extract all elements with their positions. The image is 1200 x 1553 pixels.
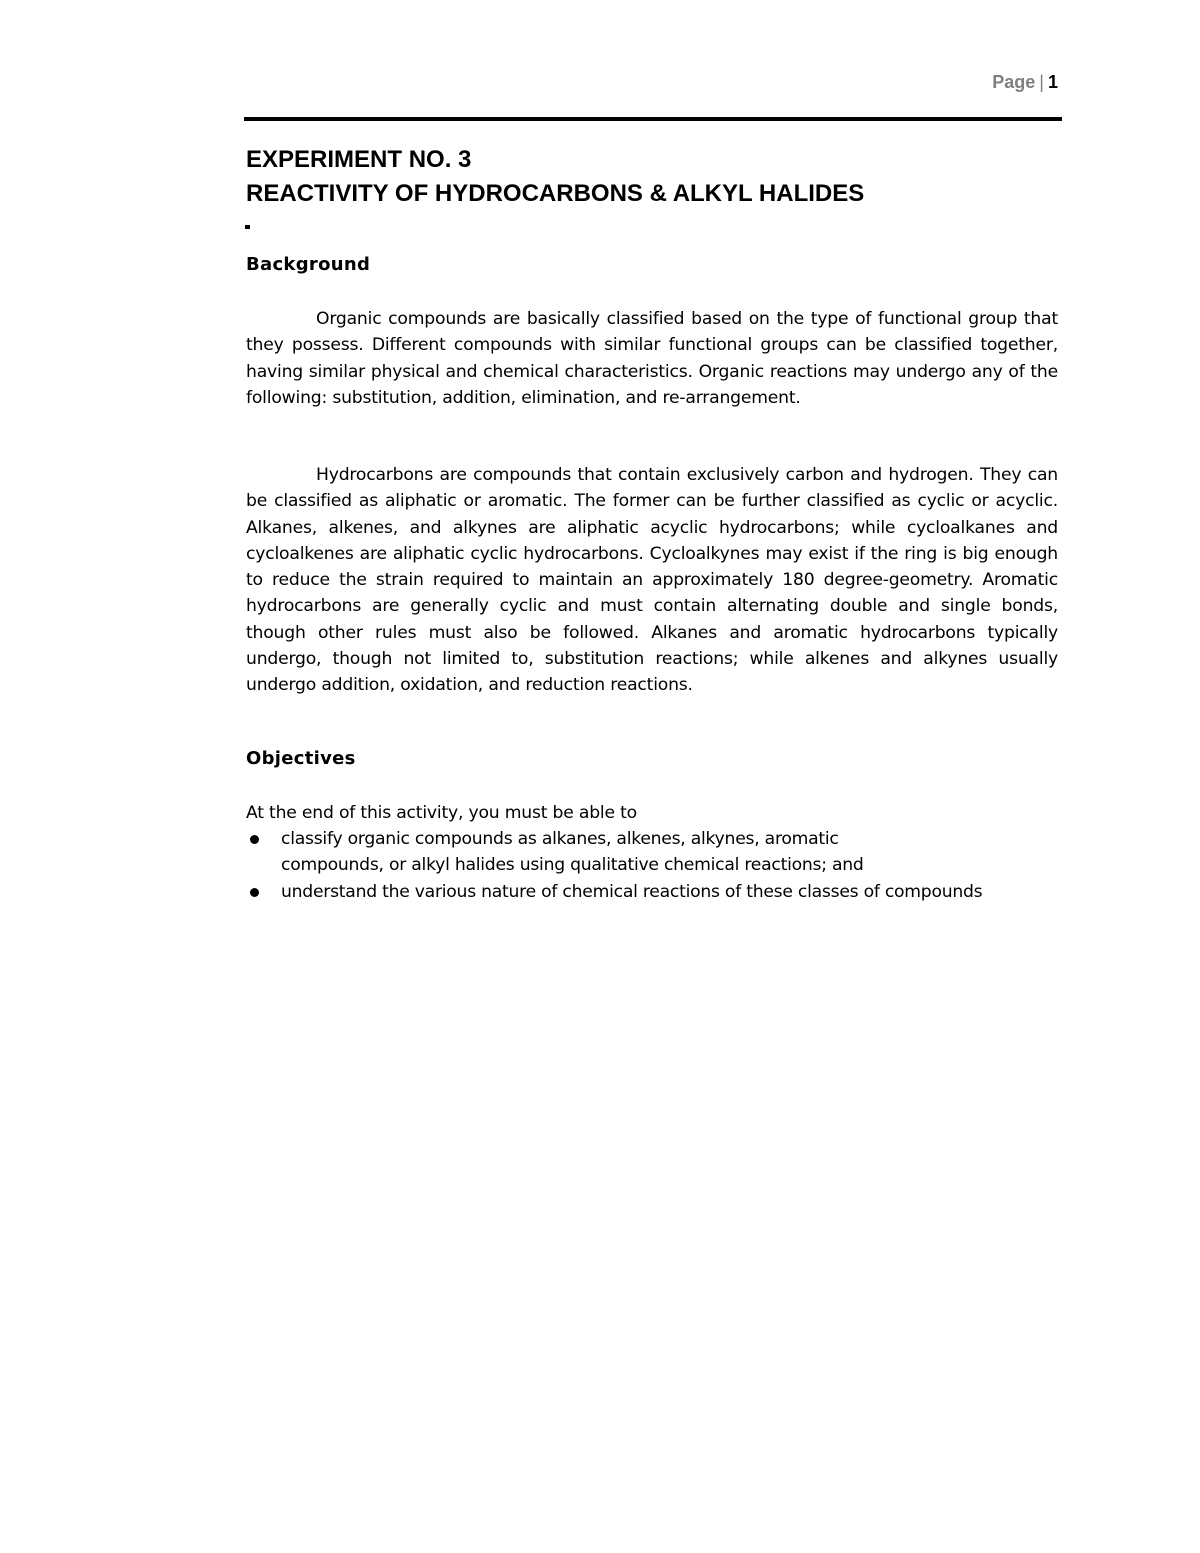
objectives-list (246, 826, 1076, 905)
experiment-number: EXPERIMENT NO. 3 (246, 146, 472, 173)
background-heading: Background (246, 254, 371, 275)
page-label: Page (992, 72, 1036, 92)
document-title (246, 143, 1062, 211)
experiment-title: REACTIVITY OF HYDROCARBONS & ALKYL HALIDES (246, 180, 865, 207)
page-number-value: 1 (1047, 72, 1058, 92)
page-number (992, 72, 1058, 93)
bullet-icon (250, 888, 259, 897)
background-paragraph-2: Hydrocarbons are compounds that contain exclusively carbon and hydrogen. They can be classified as aliphatic or aromatic. The former can be further classified as cyclic or acyclic. Alkanes, alkenes, and alkynes are aliphatic acyclic hydrocarbons; while cycloalkanes and cycloalkenes are aliphatic cyclic hydrocarbons. Cycloalkynes may exist if the ring is big enough to reduce the strain required to maintain an approximately 180 degree-geometry. Aromatic hydrocarbons are generally cyclic and must contain alternating double and single bonds, though other rules must also be followed. Alkanes and aromatic hydrocarbons typically undergo, though not limited to, substitution reactions; while alkenes and alkynes usually undergo addition, oxidation, and reduction reactions. (246, 465, 1058, 696)
objectives-heading: Objectives (246, 748, 356, 769)
objective-text-2: understand the various nature of chemical reactions of these classes of compounds (281, 881, 983, 902)
objective-text-1: classify organic compounds as alkanes, alkenes, alkynes, aromatic compounds, or alkyl halides using qualitative chemical reactions; and (281, 829, 864, 876)
objectives-intro: At the end of this activity, you must be able to (246, 803, 637, 823)
list-item (246, 879, 1076, 905)
paragraph-marker (245, 225, 250, 229)
list-item (246, 826, 1076, 879)
header-rule (244, 117, 1062, 121)
background-paragraph-1: Organic compounds are basically classified based on the type of functional group that they possess. Different compounds with similar functional groups can be classified together, having similar physical and chemical characteristics. Organic reactions may undergo any of the following: substitution, addition, elimination, and re-arrangement. (246, 309, 1058, 408)
page-separator: | (1039, 72, 1044, 92)
bullet-icon (250, 835, 259, 844)
